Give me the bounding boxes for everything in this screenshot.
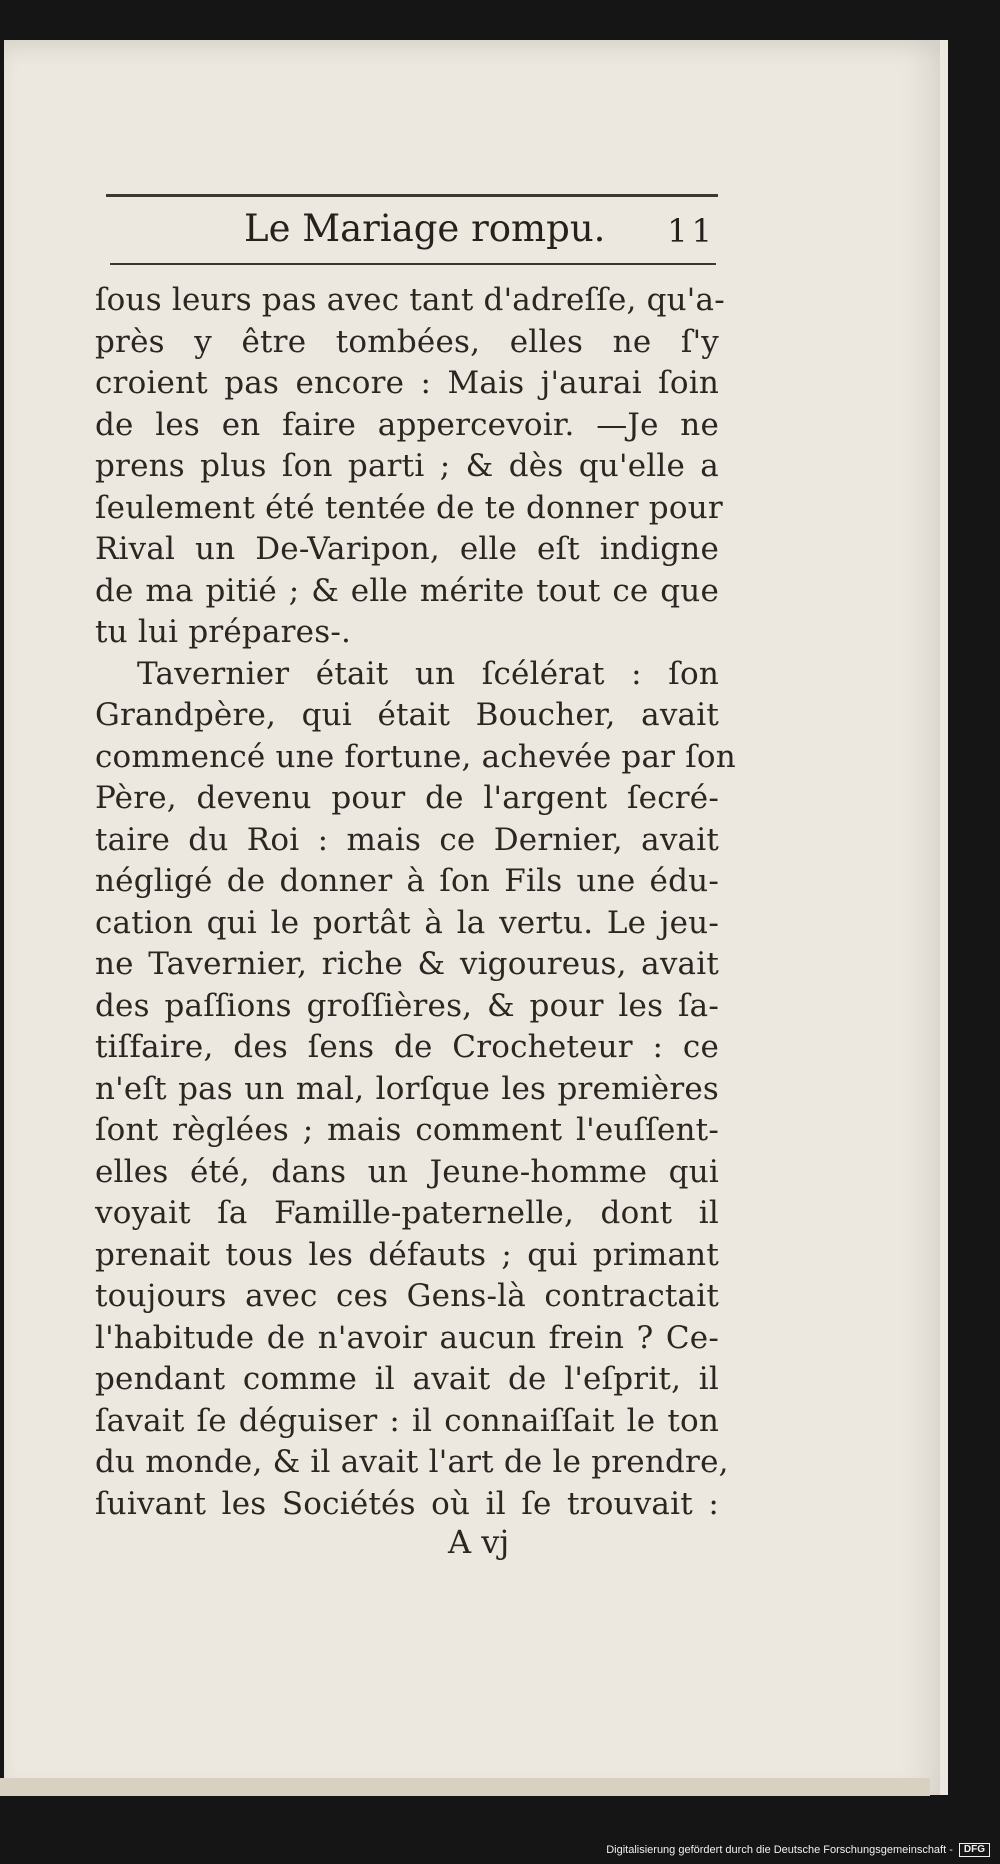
header-rule-top [106,194,718,197]
text-line: elles été, dans un Jeune-homme qui [95,1153,719,1190]
text-line: ne Tavernier, riche & vigoureus, avait [95,946,719,982]
text-line: près y être tombées, elles ne ſ'y [95,323,719,360]
text-line: tu lui prépares-. [95,614,352,650]
text-line: ſavait ſe déguiser : il connaiſſait le ton [95,1402,719,1439]
text-line: du monde, & il avait l'art de le prendre, [95,1444,729,1480]
digitization-credit [606,1842,990,1858]
text-line: de ma pitié ; & elle mérite tout ce que [95,572,719,609]
text-line: n'eſt pas un mal, lorſque les premières [95,1070,719,1107]
page-edge [0,1778,930,1796]
text-line: l'habitude de n'avoir aucun frein ? Ce- [95,1319,719,1356]
text-line: prens plus ſon parti ; & dès qu'elle a [95,448,719,484]
text-line: pendant comme il avait de l'eſprit, il [95,1361,719,1397]
text-line: taire du Roi : mais ce Dernier, avait [95,821,719,858]
text-line: ſeulement été tentée de te donner pour [95,489,723,526]
text-line: commencé une fortune, achevée par ſon [95,738,736,775]
text-line: ſont règlées ; mais comment l'euſſent- [95,1112,719,1148]
signature-mark: A vj [448,1523,510,1561]
text-line: tiſfaire, des ſens de Crocheteur : ce [95,1029,719,1065]
running-title: Le Mariage rompu. [244,207,606,250]
text-line: des paſſions groſſières, & pour les ſa- [95,987,719,1024]
running-head [110,203,716,255]
body-text [95,280,736,1525]
text-line: voyait ſa Famille-paternelle, dont il [95,1195,719,1231]
text-line: Tavernier était un ſcélérat : ſon [137,655,719,692]
text-line: croient pas encore : Mais j'aurai ſoin [95,365,719,401]
text-line: prenait tous les défauts ; qui primant [95,1236,719,1273]
text-line: toujours avec ces Gens-là contractait [95,1278,719,1314]
text-line: négligé de donner à ſon Fils une édu- [95,863,719,899]
page-number: 11 [667,212,716,250]
text-line: Rival un De-Varipon, elle eſt indigne [95,531,719,567]
credit-text: Digitalisierung gefördert durch die Deutsche Forschungsgemeinschaft - [606,1844,953,1856]
text-line: ſuivant les Sociétés où il ſe trouvait : [95,1485,719,1522]
text-line: Père, devenu pour de l'argent ſecré- [95,780,719,816]
dfg-logo-icon: DFG [959,1843,990,1857]
text-line: de les en faire appercevoir. —Je ne [95,406,719,443]
header-rule-bottom [110,263,716,265]
text-line: cation qui le portât à la vertu. Le jeu- [95,904,719,941]
text-line: ſous leurs pas avec tant d'adreſſe, qu'a- [95,282,725,318]
text-line: Grandpère, qui était Boucher, avait [95,697,719,733]
